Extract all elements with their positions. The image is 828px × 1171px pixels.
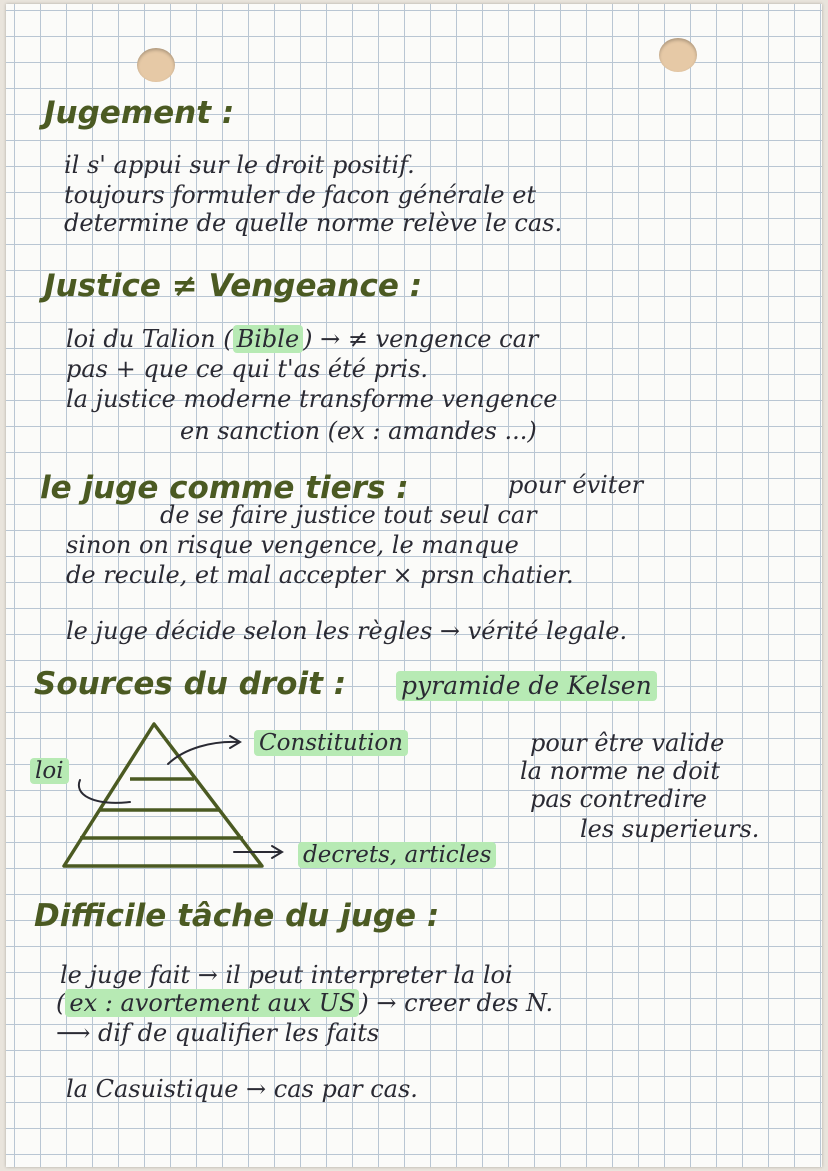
jugement-line-2: toujours formuler de facon générale et [64, 181, 537, 209]
heading-juge-tiers: le juge comme tiers : [40, 470, 409, 506]
justice-line-3: la justice moderne transforme vengence [66, 385, 558, 413]
label-constitution: Constitution [254, 730, 408, 756]
difficile-line-1: le juge fait → il peut interpreter la loi [60, 961, 513, 989]
jugement-line-1: il s' appui sur le droit positif. [64, 151, 415, 179]
justice-line-2: pas + que ce qui t'as été pris. [66, 355, 429, 383]
pyramid-label: pyramide de Kelsen [396, 671, 657, 701]
justice-line-4: en sanction (ex : amandes ...) [180, 417, 537, 445]
juge-tiers-line-3: de recule, et mal accepter × prsn chatier. [66, 561, 574, 589]
heading-difficile-tache: Difficile tâche du juge : [34, 898, 440, 934]
highlight-avortement: ex : avortement aux US [65, 989, 359, 1017]
difficile-line-4: la Casuistique → cas par cas. [66, 1075, 418, 1103]
note-line-4: les superieurs. [580, 815, 760, 843]
justice-line-1: loi du Talion ( Bible ) → ≠ vengence car [66, 325, 539, 353]
note-line-1: pour être valide [530, 729, 725, 757]
note-line-2: la norme ne doit [520, 757, 721, 785]
juge-tiers-line-1: de se faire justice tout seul car [160, 501, 537, 529]
heading-justice-vengeance: Justice ≠ Vengeance : [44, 268, 423, 304]
note-line-3: pas contredire [530, 785, 707, 813]
difficile-line-3: ⟶ dif de qualifier les faits [56, 1019, 380, 1047]
pyramid-outline [64, 724, 262, 866]
juge-tiers-line-2: sinon on risque vengence, le manque [66, 531, 519, 559]
arrow-constitution [168, 742, 238, 764]
juge-tiers-line-0: pour éviter [508, 471, 644, 499]
label-loi: loi [30, 758, 69, 784]
heading-jugement: Jugement : [44, 95, 235, 131]
heading-sources-droit: Sources du droit : [34, 666, 347, 702]
label-decrets-articles: decrets, articles [298, 842, 496, 868]
highlight-bible: Bible [233, 325, 304, 353]
difficile-line-2: ( ex : avortement aux US ) → creer des N. [56, 989, 554, 1017]
jugement-line-3: determine de quelle norme relève le cas. [64, 209, 563, 237]
juge-tiers-line-4: le juge décide selon les règles → vérité legale. [66, 617, 628, 645]
